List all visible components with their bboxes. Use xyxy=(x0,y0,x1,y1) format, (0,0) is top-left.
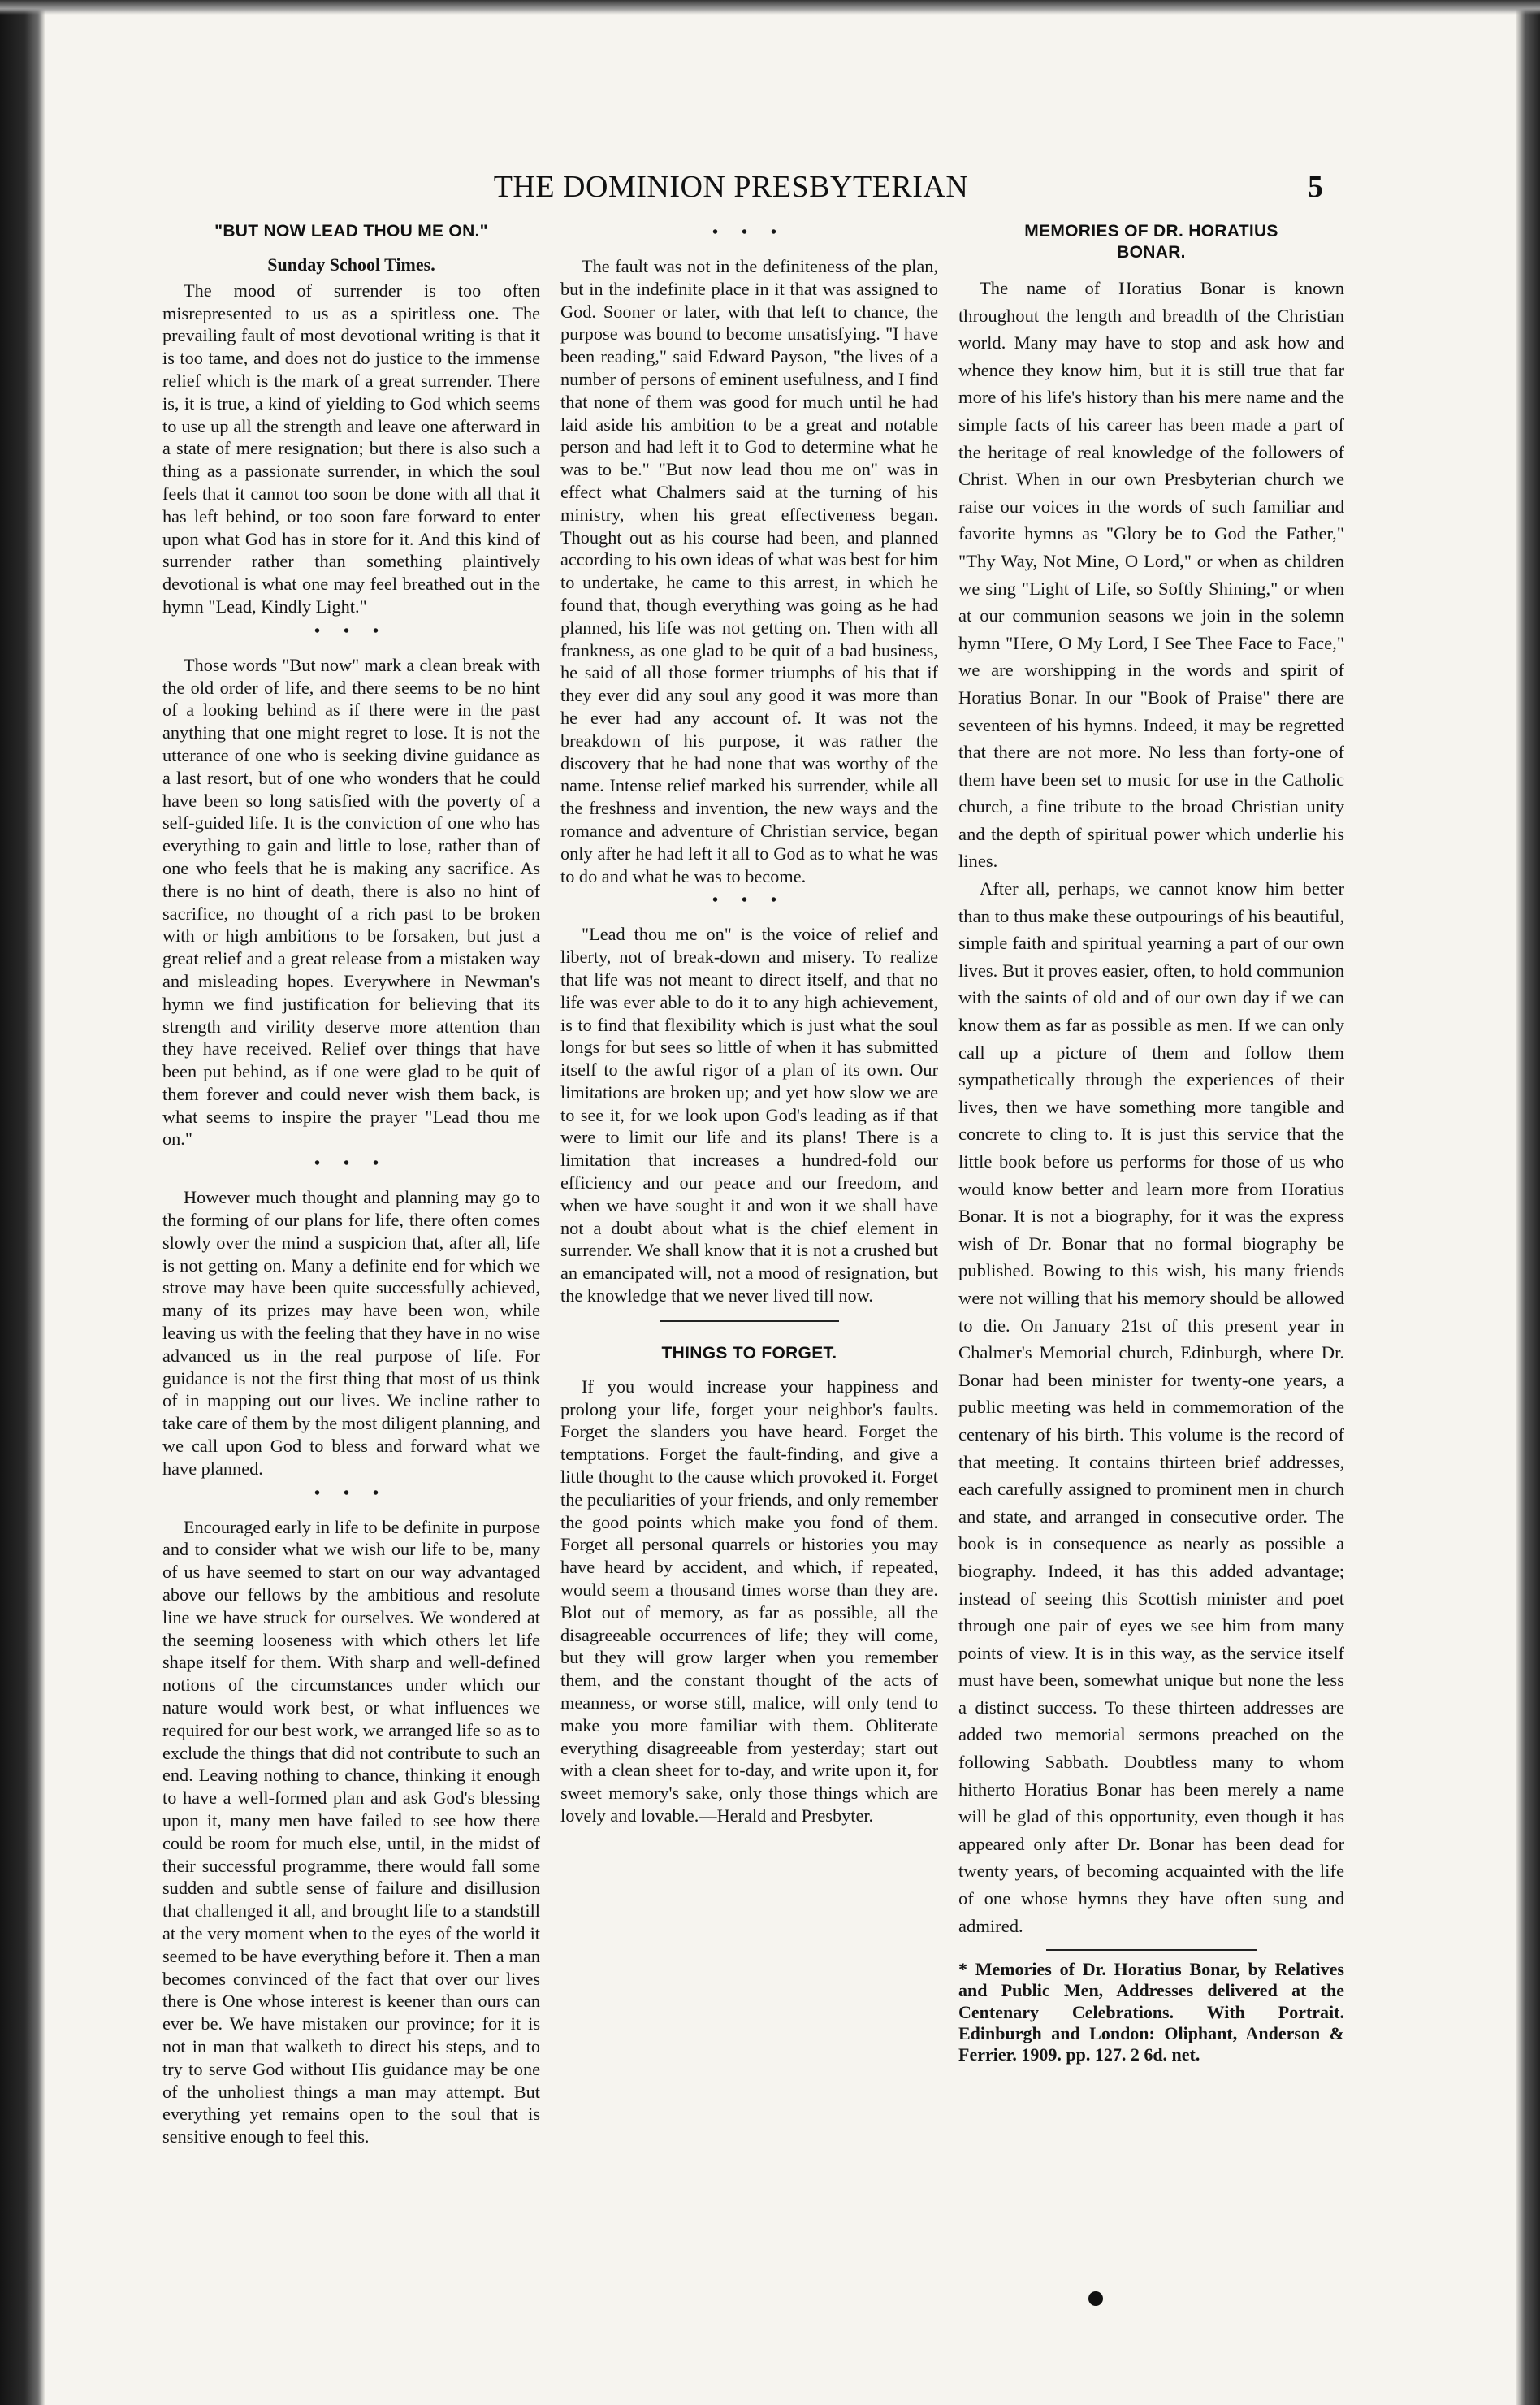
column-3 xyxy=(958,219,1344,2356)
article-2-headline: THINGS TO FORGET. xyxy=(661,1343,837,1363)
section-stars: • • • xyxy=(314,1155,388,1173)
column-1 xyxy=(162,219,540,2356)
article-1-byline: Sunday School Times. xyxy=(267,254,435,275)
section-stars: • • • xyxy=(712,223,786,241)
article-3-headline-line1: MEMORIES OF DR. HORATIUS xyxy=(1024,222,1278,240)
scan-shadow-right xyxy=(1516,0,1540,2405)
article-3-paragraph: After all, perhaps, we cannot know him better than to thus make these outpourings of his beautiful, simple faith and spiritual yearning a part of our own lives. But it proves easier, often, to hold communion with the saints of old and of our own day if we can know them as far as possible as men. If we can only call up a picture of them and follow them sympathetically through the experiences of their lives, then we have something more tangible and concrete to cling to. It is just this service that the little book before us performs for those of us who would know better and learn more from Horatius Bonar. It is not a biography, for it was the express wish of Dr. Bonar that no formal biography be published. Bowing to this wish, his many friends were not willing that his memory should be allowed to die. On January 21st of this present year in Chalmer's Memorial church, Edinburgh, where Dr. Bonar had been minister for twenty-one years, a public meeting was held in commemoration of the centenary of his birth. This volume is the record of that meeting. It contains thirteen brief addresses, each carefully assigned to prominent men in church and state, and arranged in consecutive order. The book is in consequence as nearly as possible a biography. Indeed, it has this added advantage; instead of seeing this Scottish minister and poet through one pair of eyes we see him from many points of view. It is in this way, as the service itself must have been, somewhat unique but none the less a distinct success. To these thirteen addresses are added two memorial sermons preached on the following Sabbath. Doubtless many to whom hitherto Horatius Bonar has been merely a name will be glad of this opportunity, even though it has appeared only after Dr. Bonar has been dead for twenty years, of becoming acquainted with the life of one whose hymns they have often sung and admired. xyxy=(958,878,1344,1936)
footnote-rule xyxy=(1046,1949,1257,1951)
article-1-paragraph: The fault was not in the definiteness of the plan, but in the indefinite place in it that was assigned to God. Sooner or later, with that left to chance, the purpose was bound to become unsatisfying. "I have been reading," said Edward Payson, "the lives of a number of persons of eminent usefulness, and I find that none of them was good for much until he had laid aside his ambition to be a great and notable person and had left it to God to determine what he was to be." "But now lead thou me on" was in effect what Chalmers said at the turning of his ministry, when his great effectiveness began. Thought out as his course had been, and planned according to his own ideas of what was best for him to undertake, he came to this arrest, in which he found that, though everything was going as he had planned, his life was not getting on. Then with all frankness, as one glad to be quit of a bad business, he said of all those former triumphs of his that if they ever did any soul any good it was more than he ever had any account of. It was not the breakdown of his purpose, it was rather the discovery that he had none that was worthy of the name. Intense relief marked his surrender, while all the freshness and invention, the new ways and the romance and adventure of Christian service, began only after he had left it all to God as to what he was to do and what he was to become. xyxy=(560,256,938,886)
article-3-headline xyxy=(958,221,1344,263)
scan-shadow-top xyxy=(0,0,1540,15)
article-1-paragraph: The mood of surrender is too often misrepresented to us as a spiritless one. The prevailing fault of most devotional writing is that it is too tame, and does not do justice to the immense relief which is the mark of a great surrender. There is, it is true, a kind of yielding to God which seems to use up all the strength and leave one afterward in a state of mere resignation; but there is also such a thing as a passionate surrender, in which the soul feels that it cannot too soon be done with all that it has left behind, or too soon fare forward to enter upon what God has in store for it. And this kind of surrender rather than something plaintively devotional is what one may feel breathed out in the hymn "Lead, Kindly Light." xyxy=(162,280,540,617)
running-head: THE DOMINION PRESBYTERIAN xyxy=(493,170,969,204)
article-3-paragraph: The name of Horatius Bonar is known throughout the length and breadth of the Christian world. Many may have to stop and ask how and whence they know him, but it is still true that far more of his life's history than his mere name and the simple facts of his career has been made a part of the heritage of real knowledge of the followers of Christ. When in our own Presbyterian church we raise our voices in the words of such familiar and favorite hymns as "Glory be to God the Father," "Thy Way, Not Mine, O Lord," or when as children we sing "Light of Life, so Softly Shining," or when at our communion seasons we join in the solemn hymn "Here, O My Lord, I See Thee Face to Face," we are worshipping in the words and spirit of Horatius Bonar. In our "Book of Praise" there are seventeen of his hymns. Indeed, it may be regretted that there are not more. No less than forty-one of them have been set to music for use in the Catholic church, a fine tribute to the broad Christian unity and the depth of spiritual power which underlie his lines. xyxy=(958,278,1344,872)
article-3-headline-line2: BONAR. xyxy=(1117,243,1186,262)
section-stars: • • • xyxy=(314,622,388,640)
article-1-paragraph-continued: Encouraged early in life to be definite in purpose and to consider what we wish our life to be, many of us have seemed to start on our way advantaged above our fellows by the ambitious and resolute line we have struck for ourselves. We wondered at the seeming looseness with which others let life shape itself for them. With sharp and well-defined notions of the circumstances under which our nature would work best, or what influences we required for our best work, we arranged life so as to exclude the things that did not contribute to such an end. Leaving nothing to chance, thinking it enough to have a well-formed plan and ask God's blessing upon it, many men have failed to see how there could be room for much else, until, in the midst of their successful programme, there would fall some sudden and subtle sense of failure and disillusion that challenged it all, and brought life to a standstill at the very moment when to the eyes of the world it seemed to be have everything before it. Then a man becomes convinced of the fact that over our lives there is One whose interest is keener than ours can ever be. We have mistaken our province; for it is not in man that walketh to direct his steps, and to try to serve God without His guidance may be one of the unholiest things a man may attempt. But everything yet remains open to the soul that is sensitive enough to feel this. xyxy=(162,1516,540,2147)
end-ornament xyxy=(1088,2291,1103,2306)
article-2-paragraph: If you would increase your happiness and prolong your life, forget your neighbor's faults. Forget the slanders you have heard. Forget the temptations. Forget the fault-finding, and give a little thought to the cause which provoked it. Forget the peculiarities of your friends, and only remember the good points which make you fond of them. Forget all personal quarrels or histories you may have heard by accident, and which, if repeated, would seem a thousand times worse than they are. Blot out of memory, as far as possible, all the disagreeable occurrences of life; they will come, but they will grow larger when you remember them, and the constant thought of the acts of meanness, or worse still, malice, will only tend to make you more familiar with them. Obliterate everything disagreeable from yesterday; start out with a clean sheet for to-day, and write upon it, for sweet memory's sake, only those things which are lovely and lovable.—Herald and Presbyter. xyxy=(560,1376,938,1826)
article-1-paragraph: "Lead thou me on" is the voice of relief and liberty, not of break-down and misery. To realize that life was not meant to direct itself, and that no life was ever able to do it to any high achievement, is to find that flexibility which is just what the soul longs for but sees so little of when it has submitted itself to the awful rigor of a plan of its own. Our limitations are broken up; and yet how slow we are to see it, for we look upon God's leading as if that were to limit our life and its plans! There is a limitation that increases a hundred-fold our efficiency and our peace and our freedom, and when we have sought it and won it we shall have not a doubt about what is the chief element in surrender. We shall know that it is not a crushed but an emancipated will, not a mood of resignation, but the knowledge that we never lived till now. xyxy=(560,924,938,1306)
section-stars: • • • xyxy=(712,891,786,910)
scan-shadow-left xyxy=(0,0,45,2405)
article-1-paragraph: However much thought and planning may go to the forming of our plans for life, there often comes slowly over the mind a suspicion that, after all, life is not getting on. Many a definite end for which we strove may have been quite successfully achieved, many of its prizes may have been won, while leaving us with the feeling that they have in no wise advanced us in the real purpose of life. For guidance is not the first thing that most of us think of in mapping out our lives. We incline rather to take care of them by the most diligent planning, and we call upon God to bless and forward what we have planned. xyxy=(162,1187,540,1479)
article-divider-rule xyxy=(660,1320,839,1322)
section-stars: • • • xyxy=(314,1484,388,1502)
article-1-paragraph: Those words "But now" mark a clean break with the old order of life, and there seems to be no hint of a looking behind as if there were in the past anything that one might regret to lose. It is not the utterance of one who is seeking divine guidance as a last resort, but of one who wonders that he could have been so long satisfied with the poverty of a self-guided life. It is the conviction of one who has everything to gain and little to lose, rather than of one who feels that he is making any sacrifice. As there is no hint of death, there is also no hint of sacrifice, no thought of a rich past to be broken with or high ambitions to be forsaken, but just a great relief and a great release from a mistaken way and misleading hopes. Everywhere in Newman's hymn we find justification for believing that its strength and virility deserve more attention than they have received. Relief over things that have been put behind, as if one were glad to be quit of them forever and could never wish them back, is what seems to inspire the prayer "Lead thou me on." xyxy=(162,654,540,1150)
column-2 xyxy=(560,219,938,2356)
article-3-footnote xyxy=(958,1959,1344,2065)
article-1-headline: "BUT NOW LEAD THOU ME ON." xyxy=(214,222,488,240)
footnote-text: * Memories of Dr. Horatius Bonar, by Relatives and Public Men, Addresses delivered at the Centenary Celebrations. With Portrait. Edinburgh and London: Oliphant, Anderson & Ferrier. 1909. pp. 127. 2 6d. net. xyxy=(958,1959,1344,2065)
page-number: 5 xyxy=(1308,170,1323,204)
